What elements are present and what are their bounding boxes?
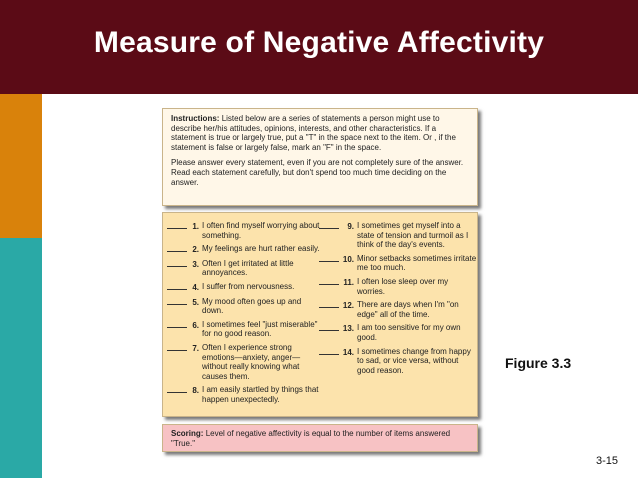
slide-title: Measure of Negative Affectivity <box>93 26 545 59</box>
item-number: 4. <box>192 282 199 292</box>
scoring-label: Scoring: <box>171 429 204 438</box>
answer-blank[interactable] <box>167 385 187 393</box>
questionnaire-item <box>319 254 477 273</box>
item-number: 10. <box>342 254 354 264</box>
item-number: 9. <box>347 222 354 231</box>
instructions-panel <box>162 108 478 206</box>
item-text: I am too sensitive for my own good. <box>357 323 461 342</box>
item-number: 8. <box>192 386 199 396</box>
answer-blank[interactable] <box>319 221 339 229</box>
item-number: 14. <box>342 347 354 357</box>
scoring-text: Level of negative affectivity is equal to the number of items answered "True." <box>171 429 451 448</box>
answer-blank[interactable] <box>319 254 339 262</box>
questionnaire-item <box>167 385 321 404</box>
item-text: My feelings are hurt rather easily. <box>202 244 320 254</box>
item-text: I sometimes change from happy to sad, or vice versa, without good reason. <box>357 346 471 375</box>
questionnaire-item <box>167 244 321 255</box>
questionnaire-item <box>167 259 321 278</box>
questionnaire-item <box>167 282 321 293</box>
item-text: Minor setbacks sometimes irritate me too much. <box>357 253 477 273</box>
item-number: 7. <box>192 343 199 353</box>
questionnaire-item <box>167 221 321 240</box>
questionnaire-item <box>319 221 477 250</box>
item-text: I often lose sleep over my worries. <box>357 276 449 296</box>
answer-blank[interactable] <box>167 221 187 229</box>
item-number: 12. <box>342 301 354 311</box>
item-number: 11. <box>343 277 354 287</box>
questionnaire-item <box>319 347 477 376</box>
answer-blank[interactable] <box>167 282 187 290</box>
questionnaire-item <box>319 300 477 319</box>
item-number: 5. <box>192 297 199 307</box>
item-number: 3. <box>192 259 199 269</box>
item-text: I sometimes feel "just miserable" for no good reason. <box>202 319 318 339</box>
questionnaire-item <box>319 323 477 342</box>
scoring-panel <box>162 424 478 452</box>
item-text: I sometimes get myself into a state of tension and turmoil as I think of the day's events. <box>357 221 469 250</box>
item-text: I suffer from nervousness. <box>202 281 295 291</box>
questionnaire-item <box>319 277 477 296</box>
item-text: I am easily startled by things that happen unexpectedly. <box>202 385 319 404</box>
accent-bar-orange <box>0 94 42 238</box>
figure-label: Figure 3.3 <box>505 355 572 371</box>
items-column-right <box>319 221 477 379</box>
instructions-label: Instructions: <box>171 114 220 123</box>
answer-blank[interactable] <box>319 347 339 355</box>
answer-blank[interactable] <box>167 320 187 328</box>
questionnaire-item <box>167 320 321 339</box>
questionnaire-items-panel <box>162 212 478 417</box>
item-text: I often find myself worrying about something. <box>202 221 320 240</box>
answer-blank[interactable] <box>167 343 187 351</box>
item-text: Often I get irritated at little annoyances. <box>202 258 294 278</box>
answer-blank[interactable] <box>319 277 339 285</box>
item-number: 1. <box>192 222 199 231</box>
questionnaire-item <box>167 343 321 381</box>
answer-blank[interactable] <box>167 297 187 305</box>
answer-blank[interactable] <box>319 300 339 308</box>
instructions-text-1: Listed below are a series of statements a person might use to describe her/his attitudes, opinions, interests, and other characteristics. If a statement is true or largely true, put a "T" in the space next to the item. Or , if the statement is false or largely false, mark an "F" in the space. <box>171 114 456 152</box>
item-number: 6. <box>192 320 199 330</box>
item-number: 13. <box>342 324 354 334</box>
item-text: There are days when I'm "on edge" all of the time. <box>357 300 459 319</box>
answer-blank[interactable] <box>319 323 339 331</box>
accent-bar-teal <box>0 238 42 478</box>
questionnaire-item <box>167 297 321 316</box>
answer-blank[interactable] <box>167 244 187 252</box>
instructions-paragraph-2: Please answer every statement, even if you are not completely sure of the answer. Read each statement carefully, but don't spend too much time deciding on the answer. <box>171 158 464 187</box>
items-column-left <box>167 221 321 409</box>
item-text: My mood often goes up and down. <box>202 296 302 316</box>
item-text: Often I experience strong emotions—anxiety, anger—without really knowing what causes them. <box>202 342 301 381</box>
item-number: 2. <box>192 245 199 255</box>
instructions-paragraph-1 <box>171 114 469 152</box>
page-number: 3-15 <box>596 455 619 467</box>
answer-blank[interactable] <box>167 259 187 267</box>
